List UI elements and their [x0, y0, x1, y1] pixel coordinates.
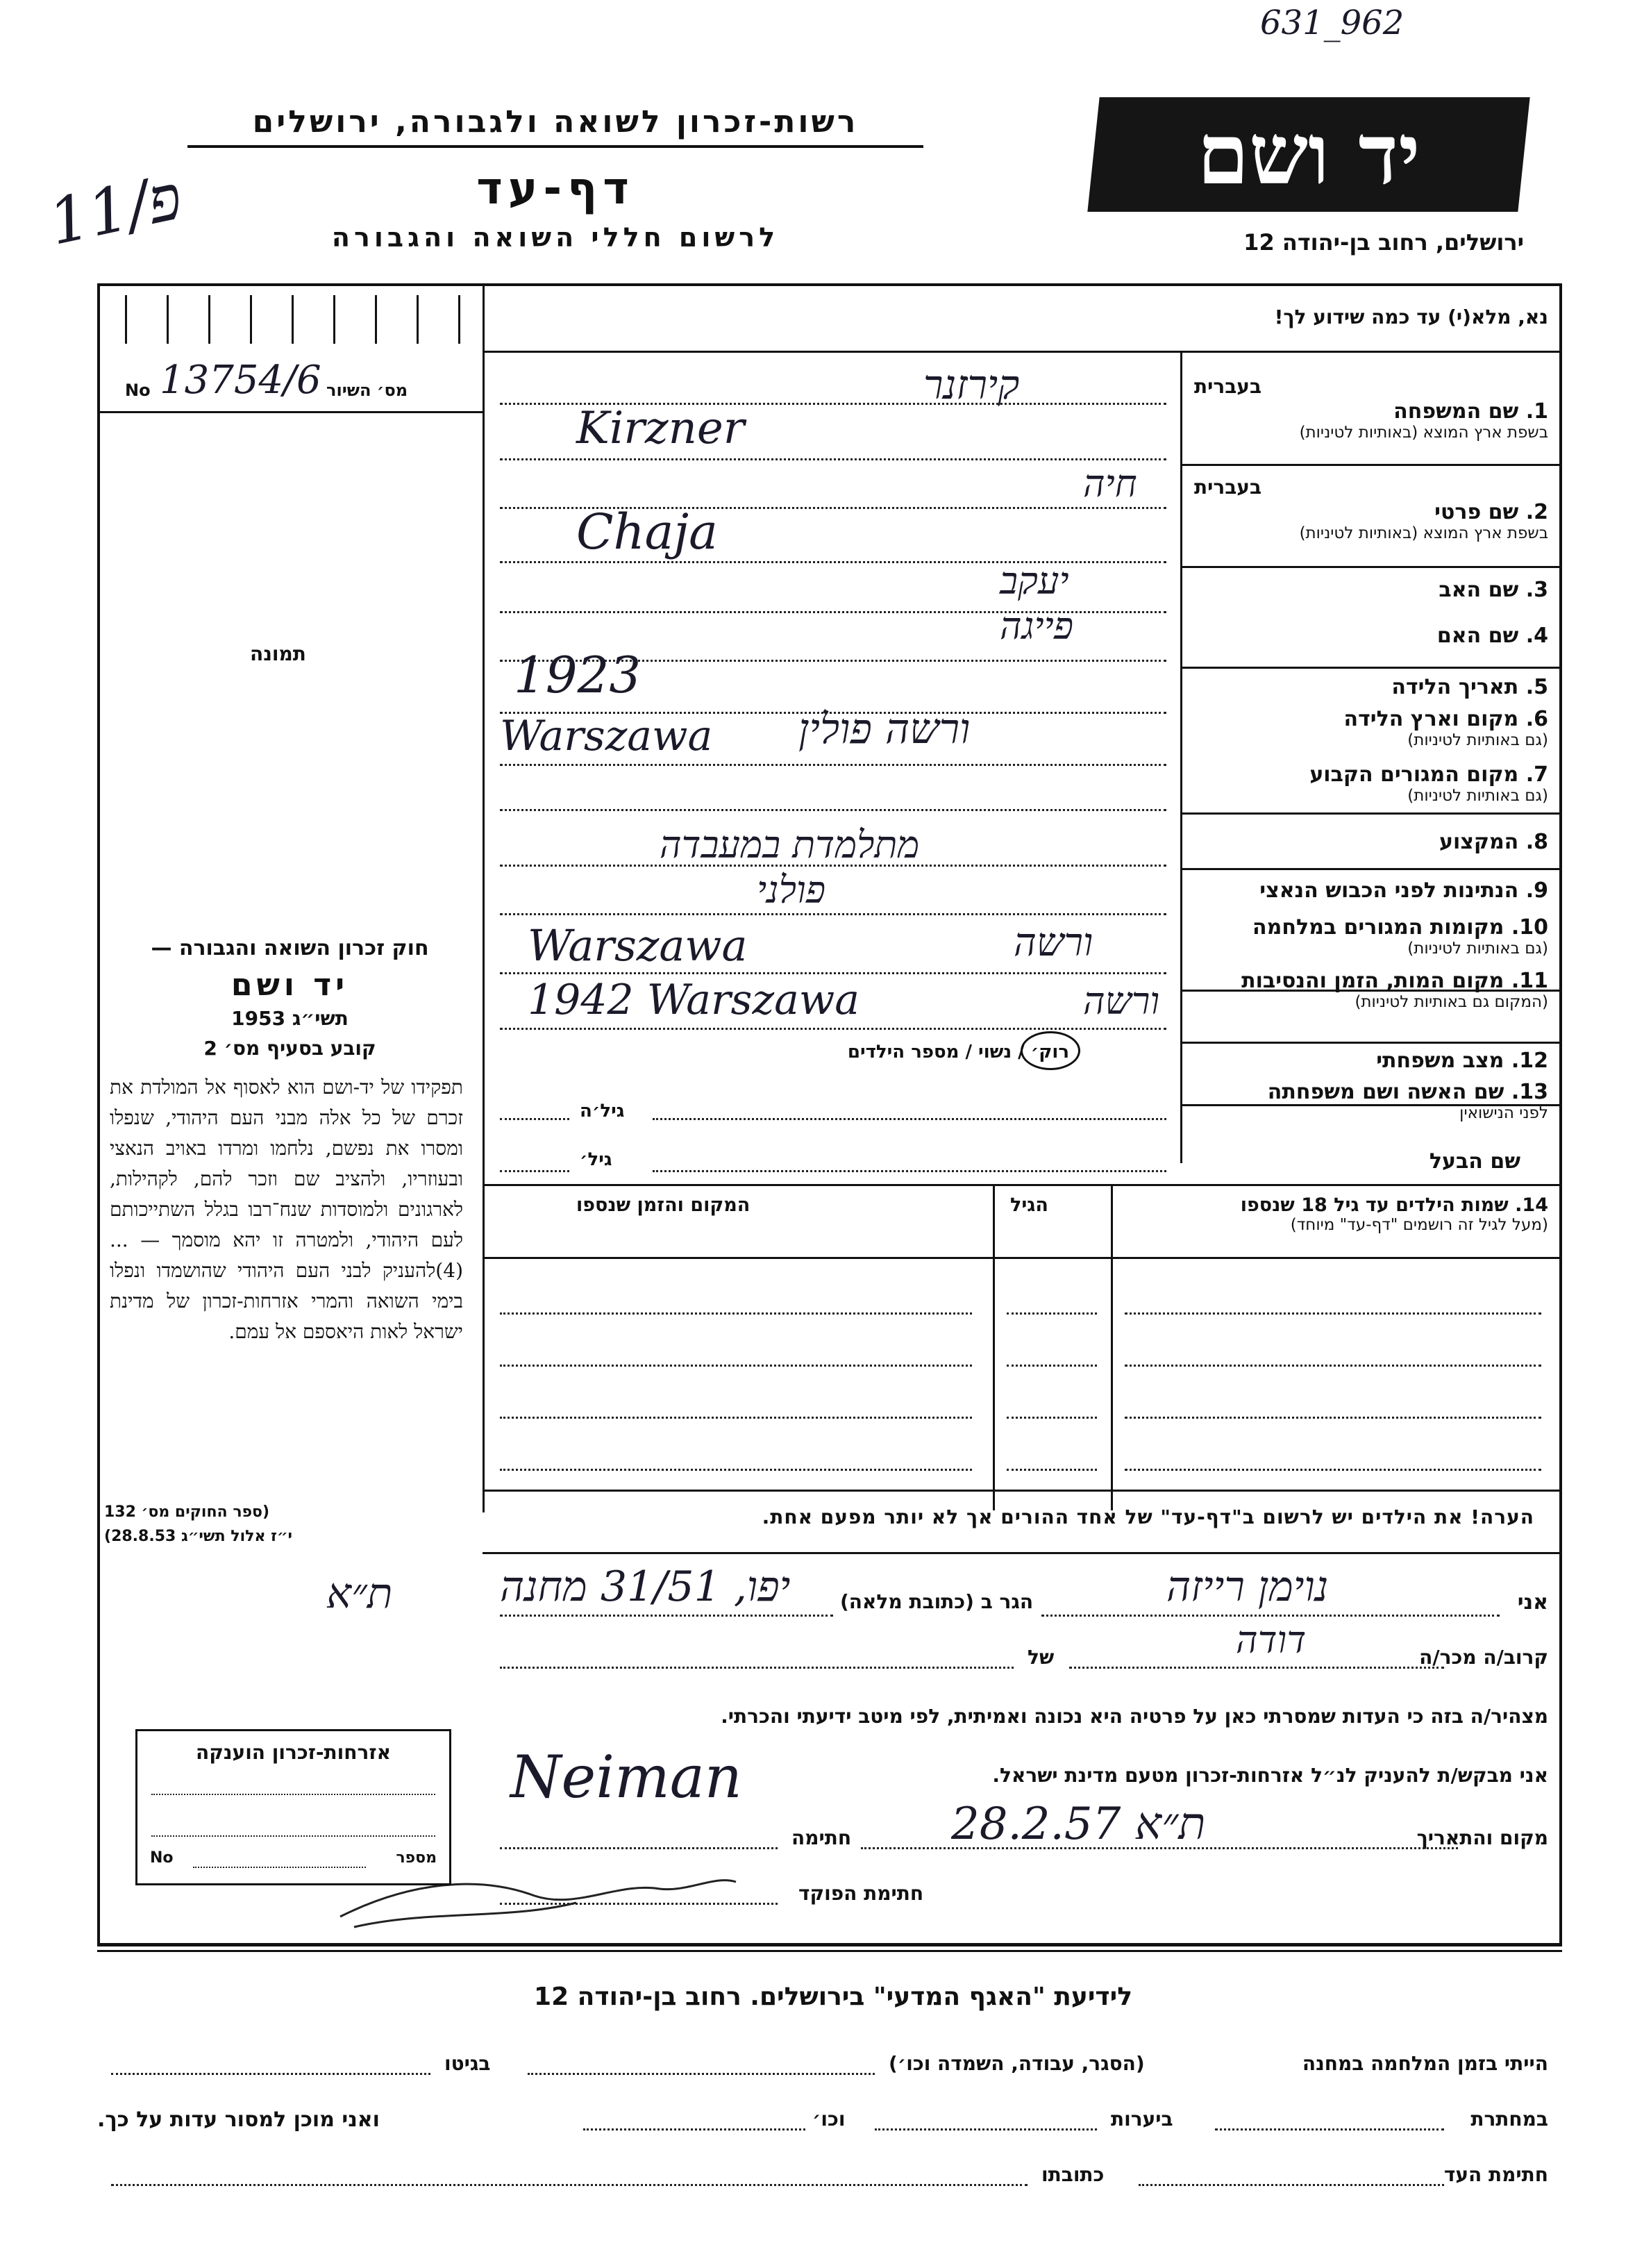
field-10-latin[interactable]: Warszawa [528, 920, 748, 971]
declaration-text: מצהיר/ה בזה כי העדות שמסרתי כאן על פרטיה היא נכונה ואמיתית, לפי מיטב ידיעתי והכרתי. [721, 1705, 1548, 1728]
field-6-label: 6. מקום וארץ הלידה (גם באותיות לטיניות) [1343, 707, 1548, 749]
form-subtitle: לרשום חללי השואה והגבורה [331, 222, 780, 253]
field-9-value[interactable]: פולני [757, 868, 826, 912]
photo-area[interactable] [111, 424, 472, 910]
footer-line3-b: כתובתו [1041, 2163, 1105, 2186]
institution-line: רשות-זכרון לשואה ולגבורה, ירושלים [187, 104, 923, 148]
field-11-label: 11. מקום המות, הזמן והנסיבות (המקום גם באותיות לטיניות) [1241, 969, 1548, 1011]
footer-line3-a: חתימת העד [1443, 2163, 1548, 2186]
footer-line2-a: במחתרת [1470, 2108, 1548, 2131]
field-10-hebrew[interactable]: ורשה [1014, 920, 1093, 965]
field-10-label: 10. מקומות המגורים במלחמה (גם באותיות לטיניות) [1252, 915, 1548, 958]
field-5-value[interactable]: 1923 [514, 646, 642, 704]
serial-value[interactable]: 13754/6 [160, 358, 321, 403]
field-6-latin[interactable]: Warszawa [500, 712, 713, 760]
serial-no-label: No [125, 381, 151, 400]
logo-text: יד ושם [1197, 106, 1420, 203]
field-1-lang: בעברית [1194, 375, 1262, 398]
field-13-age: גיל׳ה [580, 1101, 625, 1122]
children-place-header: המקום והזמן שנספו [576, 1194, 751, 1216]
field-2-lang: בעברית [1194, 476, 1262, 499]
relation-value[interactable]: דודה [1236, 1618, 1307, 1662]
declarant-city[interactable]: ת״א [326, 1569, 393, 1618]
stamp-number-label: מספר [396, 1849, 437, 1867]
field-1-latin[interactable]: Kirzner [576, 403, 745, 454]
field-12-circle [1021, 1031, 1080, 1070]
law-citation-1: (ספר החוקים מס׳ 132 [104, 1503, 270, 1521]
field-8-value[interactable]: מתלמדת במעבדה [660, 823, 920, 867]
husband-age: גיל׳ [580, 1149, 612, 1170]
field-13-label: 13. שם האשה ושם משפחתה לפני הנישואין [1267, 1080, 1548, 1122]
field-3-value[interactable]: יעקב [1000, 559, 1069, 603]
archive-number: 631_962 [1260, 3, 1405, 42]
instruction: נא, מלא(י) עד כמה שידוע לך! [1274, 306, 1548, 328]
field-1-hebrew[interactable]: קירזנר [923, 361, 1020, 408]
footer-line2-d: ואני מוכן למסור עדות על כך. [97, 2108, 380, 2132]
husband-label: שם הבעל [1429, 1149, 1520, 1174]
serial-label: מס׳ השיור [326, 381, 408, 400]
footer-line2-c: וכו׳ [812, 2108, 846, 2131]
signature-label: חתימה [791, 1826, 852, 1849]
law-clause: קובע בסעיף מס׳ 2 [203, 1037, 376, 1060]
children-label: 14. שמות הילדים עד גיל 18 שנספו (מעל לגיל זה רושמים "דף-עד" מיוחד) [1240, 1194, 1548, 1234]
field-8-label: 8. המקצוע [1439, 830, 1548, 854]
field-1-label: 1. שם המשפחה בשפת ארץ המוצא (באותיות לטיניות) [1299, 399, 1548, 442]
yad-vashem-logo [1087, 97, 1529, 212]
field-11-hebrew[interactable]: ורשה [1083, 979, 1160, 1023]
declarant-lives-label: הגר ב (כתובת מלאה) [840, 1590, 1034, 1613]
request-text: אני מבקש/ת להעניק לנ״ל אזרחות-זכרון מטעם מדינת ישראל. [992, 1764, 1548, 1787]
footer-line1-a: הייתי בזמן המלחמה במחנה [1302, 2052, 1548, 2075]
place-date-label: מקום והתאריך [1416, 1826, 1548, 1849]
law-box [97, 924, 483, 1343]
margin-mark: פ/11 [42, 160, 188, 260]
field-2-hebrew[interactable]: חיה [1083, 462, 1137, 506]
declarant-address[interactable]: יפו, 31/51 מחנה [500, 1562, 791, 1611]
field-6-hebrew[interactable]: ורשה פולין [798, 705, 971, 753]
field-9-label: 9. הנתינות לפני הכבוש הנאצי [1259, 878, 1548, 903]
stamp-no: No [150, 1849, 174, 1867]
field-7-label: 7. מקום המגורים הקבוע (גם באותיות לטיניות) [1309, 762, 1548, 805]
field-5-label: 5. תאריך הלידה [1391, 675, 1548, 699]
law-body: תפקידו של יד-ושם הוא לאסוף אל המולדת את זכרם של כל אלה מבני העם היהודי, שנפלו ומסרו את נפשם, נלחמו ומרדו באויב הנאצי ובעוזריו, ולהציב שם וזכר להם, לקהילות, לארגונים ולמוסדות שנח־רבו בגלל השתייכותם לעם היהודי, ולמטרה זו יהא מוסמך — ...(4)להעניק לבני העם היהודי שהושמדו ונפלו בימי השואה והמרי אזרחות-זכרון של מדינת ישראל לאות היאספם אל עמם. [110, 1076, 464, 1343]
field-2-latin[interactable]: Chaja [576, 503, 718, 560]
stamp-box [135, 1729, 451, 1885]
declarant-name[interactable]: נוימן רייזה [1166, 1562, 1329, 1611]
law-year: תשי״ג 1953 [231, 1007, 349, 1030]
field-12-label: 12. מצב משפחתי [1376, 1049, 1548, 1073]
clerk-label: חתימת הפוקד [798, 1882, 924, 1905]
field-4-label: 4. שם האם [1436, 624, 1548, 648]
of-label: של [1028, 1646, 1055, 1669]
form-title: דף-עד [476, 163, 635, 215]
children-age-header: הגיל [1010, 1194, 1048, 1216]
field-12-value[interactable]: רוק׳ / נשוי / מספר הילדים [847, 1042, 1069, 1062]
footer-line1-c: בגיטו [444, 2052, 491, 2075]
footer-line1-b: (הסגר, עבודה, השמדה וכו׳) [889, 2052, 1145, 2075]
law-heading: חוק זכרון השואה והגבורה — [151, 936, 429, 960]
tick-marks [125, 295, 472, 344]
law-logo: יד ושם [230, 967, 349, 1003]
stamp-title: אזרחות-זכרון הוענקה [196, 1741, 391, 1764]
signature[interactable]: Neiman [510, 1743, 742, 1811]
place-date-value[interactable]: ת״א 28.2.57 [951, 1799, 1206, 1850]
footer-title: לידיעת "האגף המדעי" בירושלים. רחוב בן-יהודה 12 [534, 1983, 1132, 2011]
relative-label: קרוב/ה מכר/ה [1419, 1646, 1548, 1669]
field-3-label: 3. שם האב [1439, 578, 1548, 602]
field-11-latin[interactable]: 1942 Warszawa [528, 976, 860, 1024]
children-note: הערה! את הילדים יש לרשום ב"דף-עד" של אחד ההורים אך לא יותר מפעם אחת. [762, 1506, 1534, 1528]
header-address: ירושלים, רחוב בן-יהודה 12 [1243, 229, 1524, 256]
declarant-i-label: אני [1517, 1590, 1548, 1615]
photo-label: תמונה [250, 642, 306, 665]
field-2-label: 2. שם פרטי בשפת ארץ המוצא (באותיות לטיניות) [1299, 500, 1548, 542]
footer-line2-b: ביערות [1111, 2108, 1173, 2131]
field-4-value[interactable]: פייגה [1000, 604, 1074, 648]
law-citation-2: י״ז אלול תשי״ג 28.8.53) [104, 1528, 293, 1545]
